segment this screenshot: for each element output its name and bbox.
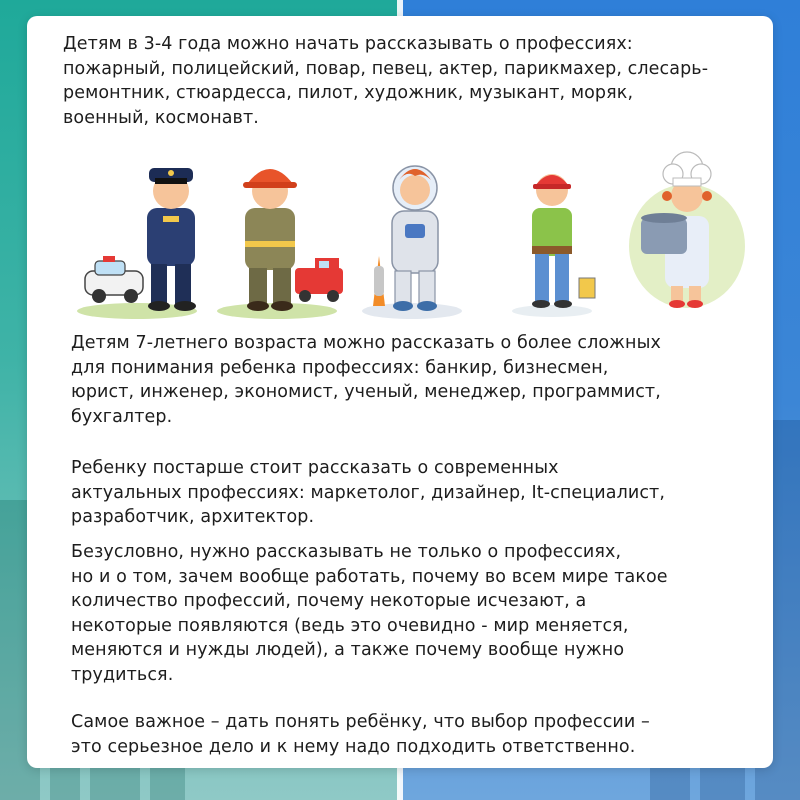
paragraph-most-important: Самое важное – дать понять ребёнку, что выбор профессии – это серьезное дело и к нему надо подходить ответственно. [71, 712, 650, 757]
paragraph-why-work: Безусловно, нужно рассказывать не только о профессиях, но и о том, зачем вообще работать, почему во всем мире такое количество профессий, почему некоторые исчезают, а некоторые появляются (ведь это очевидно - мир меняется, меняются и нужды людей), а также почему вообще нужно трудиться. [71, 542, 668, 685]
paragraph-ages-3-4: Детям в 3-4 года можно начать рассказывать о профессиях: пожарный, полицейский, повар, певец, актер, парикмахер, слесарь- ремонтник, стюардесса, пилот, художник, музыкант, моряк, военный, космонавт. [63, 34, 709, 128]
content-card [27, 16, 773, 768]
paragraph-older-child: Ребенку постарше стоит рассказать о современных актуальных профессиях: маркетолог, дизайнер, It-специалист, разработчик, архитектор. [71, 458, 666, 527]
firefighter-figure [217, 169, 343, 319]
builder-figure [512, 174, 595, 317]
astronaut-figure [362, 166, 462, 319]
professions-illustration [67, 146, 747, 321]
police-officer-figure [77, 168, 197, 319]
cook-figure [629, 152, 745, 308]
paragraph-age-7: Детям 7-летнего возраста можно рассказать о более сложных для понимания ребенка профессиях: банкир, бизнесмен, юрист, инженер, экономист, ученый, менеджер, программист, бухгалтер. [71, 333, 661, 427]
